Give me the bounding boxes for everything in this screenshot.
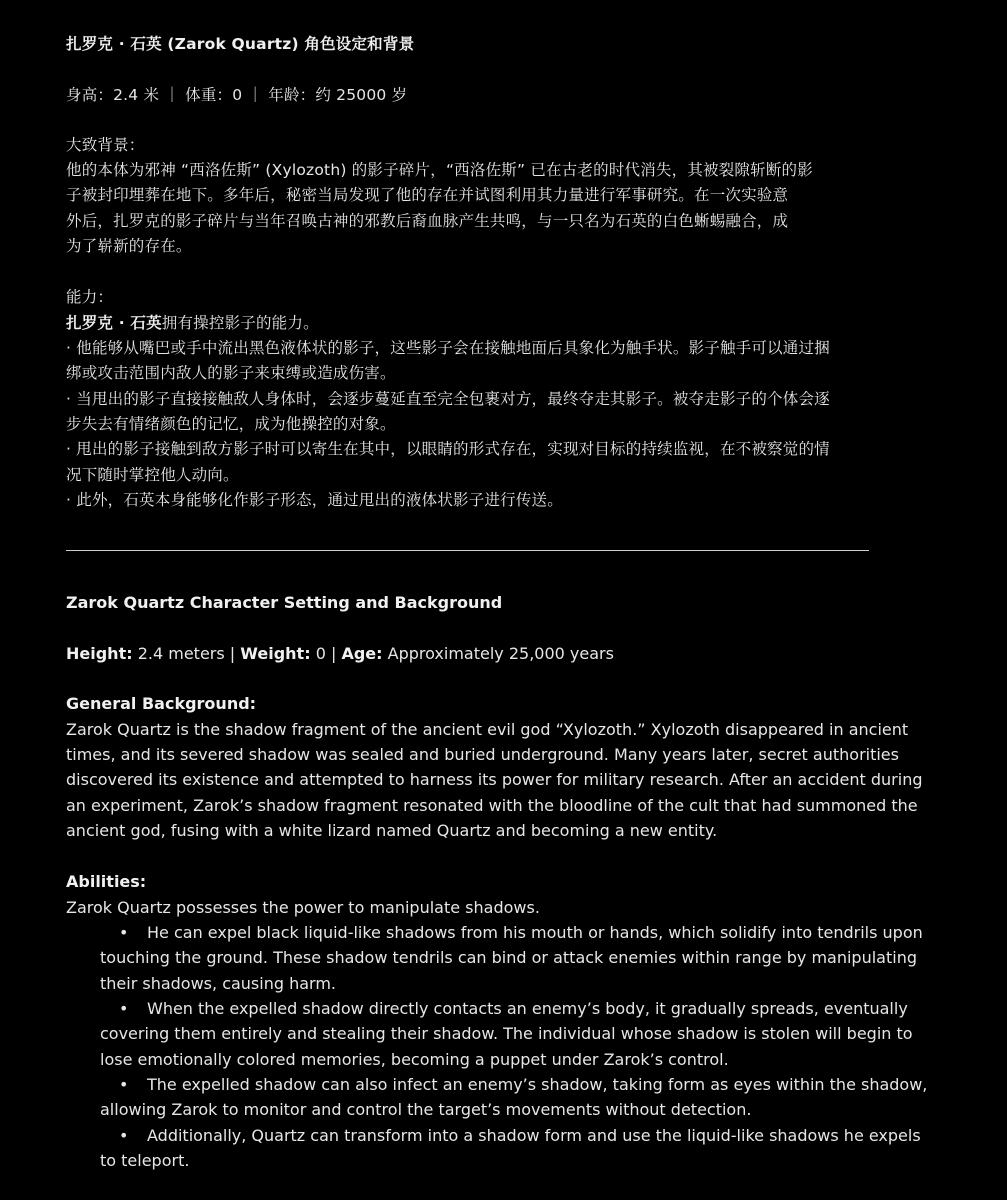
en-weight-value: 0 | [315, 644, 337, 663]
en-ability-bullet [100, 996, 908, 1021]
en-background-line: an experiment, Zarok’s shadow fragment resonated with the bloodline of the cult that had summoned the [66, 796, 918, 815]
bullet-icon: • [119, 923, 129, 942]
zh-ability-line: · 甩出的影子接触到敌方影子时可以寄生在其中，以眼睛的形式存在，实现对目标的持续监视，在不被察觉的情 [66, 440, 830, 458]
zh-background-line: 他的本体为邪神 “西洛佐斯” (Xylozoth) 的影子碎片，“西洛佐斯” 已在古老的时代消失，其被裂隙斩断的影 [66, 161, 813, 179]
zh-abilities-intro-rest: 拥有操控影子的能力。 [161, 314, 319, 332]
en-abilities-intro: Zarok Quartz possesses the power to manipulate shadows. [66, 898, 540, 917]
en-height-value: 2.4 meters | [137, 644, 236, 663]
zh-ability-line: 步失去有情绪颜色的记忆，成为他操控的对象。 [66, 415, 396, 433]
en-background-line: ancient god, fusing with a white lizard named Quartz and becoming a new entity. [66, 821, 718, 840]
en-age-label: Age: [341, 644, 383, 663]
zh-abilities-heading: 能力： [66, 288, 114, 306]
zh-stats: 身高：2.4 米 ｜ 体重：0 ｜ 年龄：约 25000 岁 [66, 86, 408, 104]
zh-background-heading: 大致背景： [66, 136, 145, 154]
en-age-value: Approximately 25,000 years [387, 644, 614, 663]
en-stats [66, 641, 614, 666]
zh-background-line: 子被封印埋葬在地下。多年后，秘密当局发现了他的存在并试图利用其力量进行军事研究。在一次实验意 [66, 186, 789, 204]
en-background-line: times, and its severed shadow was sealed and buried underground. Many years later, secret authorities [66, 745, 899, 764]
en-bullet-text: Additionally, Quartz can transform into a shadow form and use the liquid-like shadows he expels [147, 1126, 921, 1145]
en-ability-bullet [100, 920, 923, 945]
zh-ability-line: · 他能够从嘴巴或手中流出黑色液体状的影子，这些影子会在接触地面后具象化为触手状。影子触手可以通过捆 [66, 339, 830, 357]
en-abilities-heading: Abilities: [66, 872, 147, 891]
bullet-icon: • [119, 999, 129, 1018]
zh-background-line: 外后，扎罗克的影子碎片与当年召唤古神的邪教后裔血脉产生共鸣，与一只名为石英的白色蜥蜴融合，成 [66, 212, 789, 230]
en-title: Zarok Quartz Character Setting and Background [66, 593, 503, 612]
en-bullet-text: He can expel black liquid-like shadows from his mouth or hands, which solidify into tendrils upon [147, 923, 923, 942]
zh-ability-line: 绑或攻击范围内敌人的影子来束缚或造成伤害。 [66, 364, 396, 382]
en-background-line: Zarok Quartz is the shadow fragment of the ancient evil god “Xylozoth.” Xylozoth disappeared in ancient [66, 720, 909, 739]
en-weight-label: Weight: [240, 644, 311, 663]
zh-background-line: 为了崭新的存在。 [66, 237, 192, 255]
zh-ability-line: · 当甩出的影子直接接触敌人身体时，会逐步蔓延直至完全包裹对方，最终夺走其影子。被夺走影子的个体会逐 [66, 390, 830, 408]
en-background-heading: General Background: [66, 694, 257, 713]
en-bullet-continuation: lose emotionally colored memories, becoming a puppet under Zarok’s control. [100, 1050, 729, 1069]
bullet-icon: • [119, 1075, 129, 1094]
zh-ability-line: 况下随时掌控他人动向。 [66, 466, 239, 484]
en-height-label: Height: [66, 644, 133, 663]
en-bullet-continuation: touching the ground. These shadow tendrils can bind or attack enemies within range by manipulating [100, 948, 917, 967]
en-bullet-continuation: their shadows, causing harm. [100, 974, 337, 993]
zh-title: 扎罗克 · 石英 (Zarok Quartz) 角色设定和背景 [66, 35, 415, 53]
zh-abilities-intro-name: 扎罗克 · 石英 [66, 314, 162, 332]
en-ability-bullet [100, 1072, 927, 1097]
en-bullet-text: When the expelled shadow directly contacts an enemy’s body, it gradually spreads, eventually [147, 999, 908, 1018]
zh-abilities-intro [66, 311, 319, 336]
en-bullet-continuation: to teleport. [100, 1151, 190, 1170]
bullet-icon: • [119, 1126, 129, 1145]
zh-ability-line: · 此外，石英本身能够化作影子形态，通过甩出的液体状影子进行传送。 [66, 491, 563, 509]
en-bullet-text: The expelled shadow can also infect an enemy’s shadow, taking form as eyes within the shadow, [147, 1075, 928, 1094]
en-background-line: discovered its existence and attempted to harness its power for military research. After an accident during [66, 770, 923, 789]
en-bullet-continuation: covering them entirely and stealing their shadow. The individual whose shadow is stolen will begin to [100, 1024, 913, 1043]
en-bullet-continuation: allowing Zarok to monitor and control the target’s movements without detection. [100, 1100, 752, 1119]
section-divider [66, 550, 869, 551]
en-ability-bullet [100, 1123, 921, 1148]
